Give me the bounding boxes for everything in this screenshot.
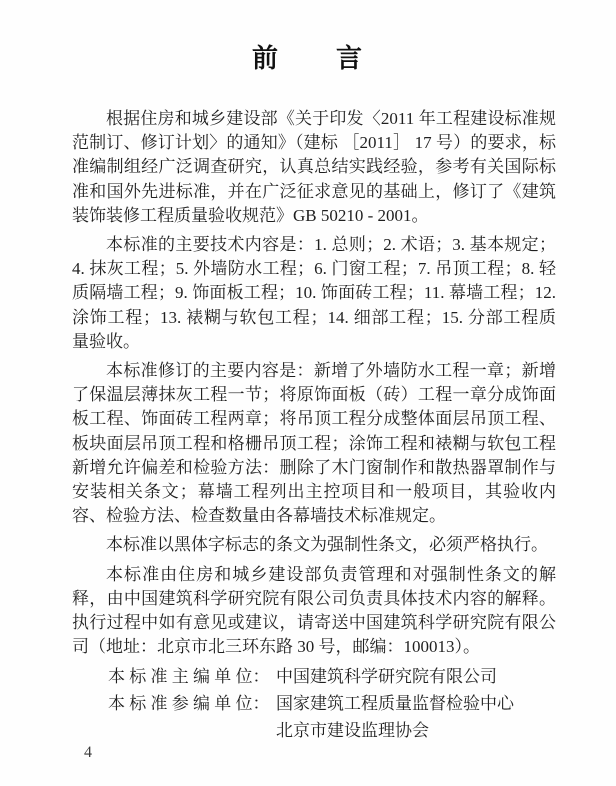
participating-editor-row [108,691,616,717]
document-body [72,107,556,659]
paragraph-contents: 本标准的主要技术内容是：1. 总则；2. 术语；3. 基本规定；4. 抹灰工程；5. 外墙防水工程；6. 门窗工程；7. 吊顶工程；8. 轻质隔墙工程；9. 饰面板工程；10. 饰面砖工程；11. 幕墙工程；12. 涂饰工程；13. 裱糊与软包工程；14. 细部工程；15. 分部工程质量验收。 [72,235,556,351]
page-title: 前 言 [251,44,364,73]
page-number: 4 [84,744,92,761]
chief-editor-row [108,664,616,690]
paragraph-revisions: 本标准修订的主要内容是：新增了外墙防水工程一章；新增了保温层薄抹灰工程一节；将原饰面板（砖）工程一章分成饰面板工程、饰面砖工程两章；将吊顶工程分成整体面层吊顶工程、板块面层吊顶工程和格栅吊顶工程；涂饰工程和裱糊与软包工程新增允许偏差和检验方法：删除了木门窗制作和散热器罩制作与安装相关条文；幕墙工程列出主控项目和一般项目，其验收内容、检验方法、检查数量由各幕墙技术标准规定。 [72,361,556,526]
participating-editor-value-1: 国家建筑工程质量监督检验中心 [276,694,514,714]
chief-editor-label: 本 标 准 主 编 单 位： [108,667,270,687]
participating-editor-label-spacer [108,718,276,744]
paragraph-administration: 本标准由住房和城乡建设部负责管理和对强制性条文的解释，由中国建筑科学研究院有限公司负责具体技术内容的解释。执行过程中如有意见或建议，请寄送中国建筑科学研究院有限公司（地址：北京市北三环东路 30 号，邮编：100013）。 [72,564,556,657]
paragraph-basis: 根据住房和城乡建设部《关于印发〈2011 年工程建设标准规范制订、修订计划〉的通知》（建标 ［2011］ 17 号）的要求，标准编制组经广泛调查研究，认真总结实践经验，参考有关国际标准和国外先进标准，并在广泛征求意见的基础上，修订了《建筑装饰装修工程质量验收规范》GB 50210 - 2001。 [72,109,556,225]
chief-editor-value: 中国建筑科学研究院有限公司 [276,667,497,687]
editor-units [72,664,616,744]
participating-editor-label: 本 标 准 参 编 单 位： [108,694,270,714]
paragraph-mandatory-clauses: 本标准以黑体字标志的条文为强制性条文，必须严格执行。 [106,535,548,555]
participating-editor-row-continued [108,718,616,744]
participating-editor-value-2: 北京市建设监理协会 [276,721,429,741]
